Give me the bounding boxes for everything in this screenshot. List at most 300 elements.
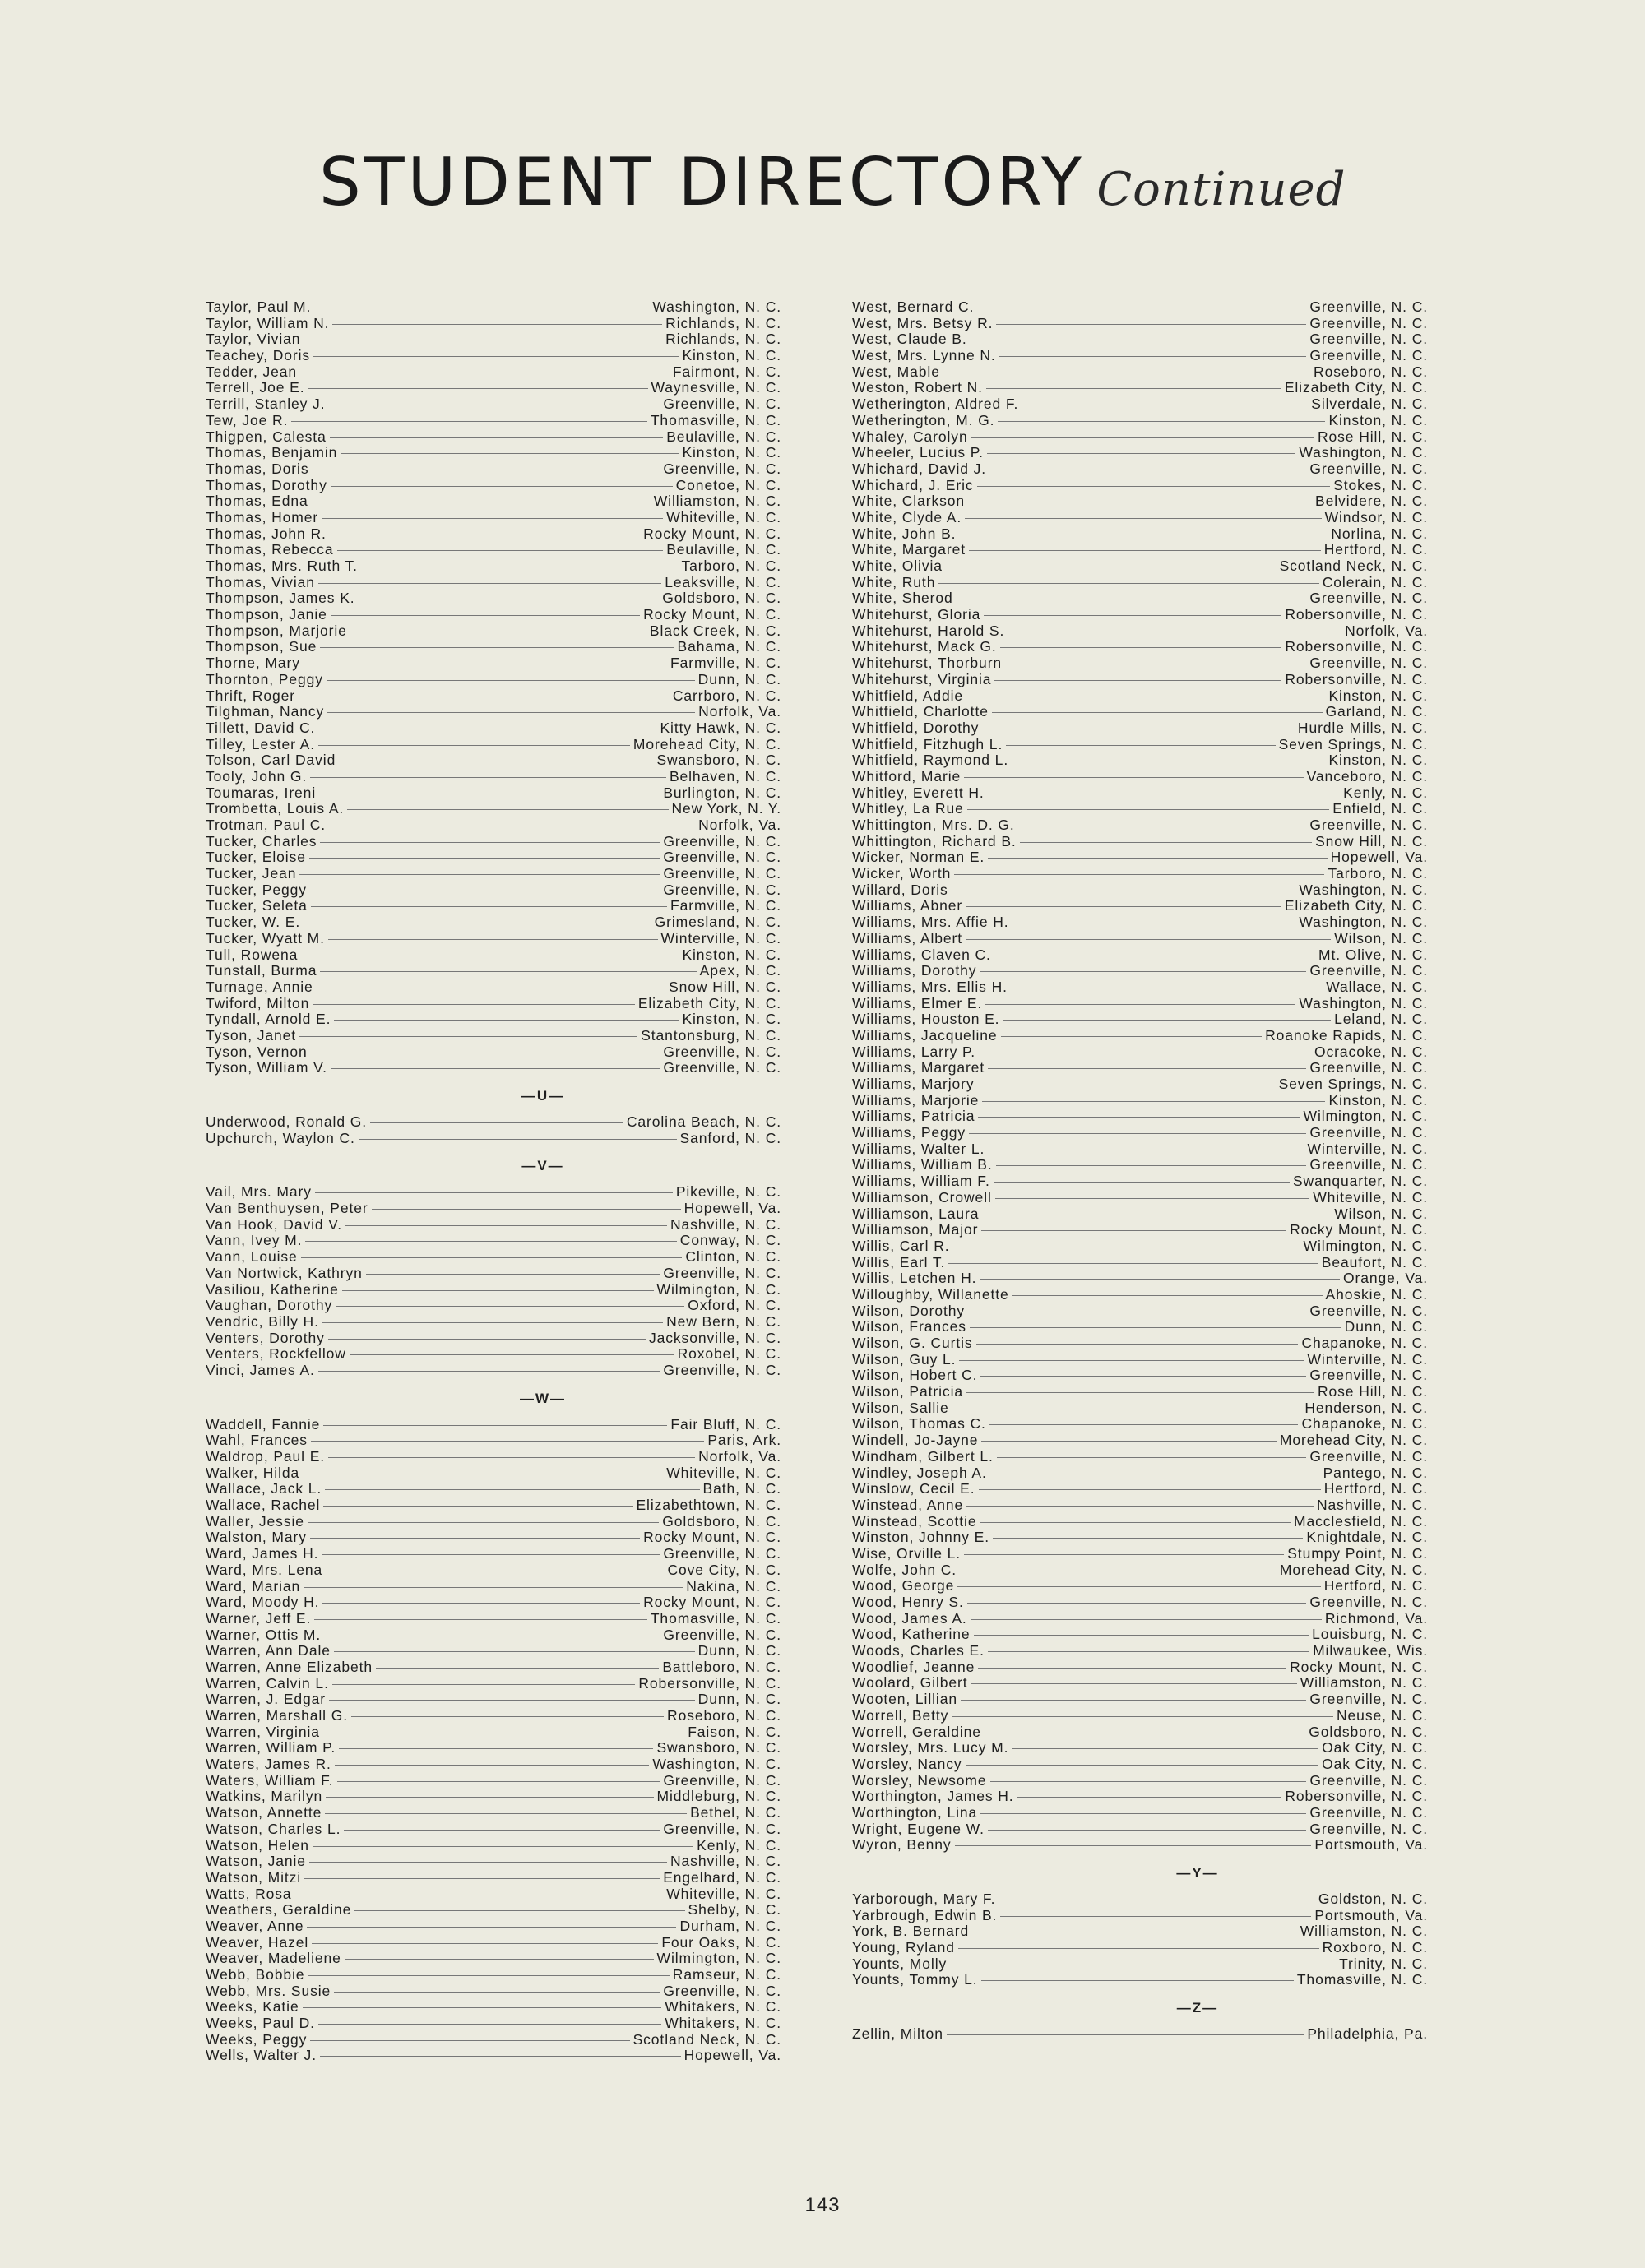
leader-line <box>308 1522 659 1523</box>
student-name: Williams, Albert <box>852 929 963 947</box>
hometown: Kinston, N. C. <box>1328 411 1428 428</box>
student-name: Warner, Jeff E. <box>206 1609 312 1627</box>
leader-line <box>334 1651 695 1652</box>
student-name: Williams, Marjory <box>852 1076 975 1092</box>
leader-line <box>947 2034 1304 2035</box>
directory-entry <box>852 542 1428 558</box>
student-name: Whichard, J. Eric <box>852 476 974 493</box>
directory-entry <box>206 1465 781 1482</box>
student-name: Wetherington, Aldred F. <box>852 396 1019 413</box>
student-name: Thomas, Vivian <box>206 573 315 590</box>
directory-entry <box>206 1201 781 1217</box>
section-v <box>206 1184 781 1378</box>
directory-entry <box>206 1044 781 1061</box>
student-name: Yarbrough, Edwin B. <box>852 1906 998 1923</box>
hometown: Engelhard, N. C. <box>663 1868 781 1886</box>
hometown: Swansboro, N. C. <box>656 1739 781 1757</box>
leader-line <box>1020 842 1312 843</box>
section-z <box>852 2026 1428 2043</box>
hometown: Whiteville, N. C. <box>666 1464 781 1481</box>
hometown: Dunn, N. C. <box>697 670 781 687</box>
student-name: Williams, Elmer E. <box>852 994 983 1011</box>
leader-line <box>329 1700 695 1701</box>
hometown: Washington, N. C. <box>652 1756 781 1773</box>
student-name: Wood, George <box>852 1577 955 1595</box>
leader-line <box>309 1862 667 1863</box>
directory-entry <box>852 1335 1428 1352</box>
directory-entry <box>852 672 1428 688</box>
leader-line <box>988 1068 1306 1069</box>
student-name: Woolard, Gilbert <box>852 1674 968 1692</box>
hometown: Belhaven, N. C. <box>669 767 781 785</box>
hometown: Burlington, N. C. <box>663 784 781 801</box>
student-name: Underwood, Ronald G. <box>206 1113 368 1130</box>
leader-line <box>964 1554 1284 1555</box>
directory-entry <box>206 1708 781 1724</box>
directory-entry <box>852 299 1428 316</box>
leader-line <box>341 453 679 454</box>
student-name: Teachey, Doris <box>206 347 311 364</box>
student-name: Thornton, Peggy <box>206 670 323 687</box>
student-name: Thomas, Mrs. Ruth T. <box>206 558 358 574</box>
directory-entry <box>852 1141 1428 1158</box>
directory-entry <box>852 380 1428 396</box>
hometown: Hertford, N. C. <box>1323 1480 1428 1497</box>
hometown: Greenville, N. C. <box>1309 817 1428 833</box>
hometown: Dunn, N. C. <box>697 1642 781 1659</box>
directory-entry <box>206 1562 781 1579</box>
student-name: Tyson, Vernon <box>206 1043 308 1060</box>
student-name: Tucker, Wyatt M. <box>206 929 325 947</box>
directory-entry <box>206 1497 781 1514</box>
hometown: Richlands, N. C. <box>665 314 781 331</box>
hometown: Robersonville, N. C. <box>1285 606 1428 623</box>
student-name: Taylor, William N. <box>206 314 330 331</box>
hometown: Stokes, N. C. <box>1333 476 1428 493</box>
leader-line <box>366 1274 660 1275</box>
directory-entry <box>852 1190 1428 1206</box>
student-name: Walston, Mary <box>206 1529 307 1546</box>
leader-line <box>992 712 1323 713</box>
directory-entry <box>852 1060 1428 1076</box>
hometown: Winterville, N. C. <box>1307 1140 1428 1157</box>
leader-line <box>350 1354 674 1355</box>
student-name: Weeks, Paul D. <box>206 2015 315 2032</box>
leader-line <box>993 1538 1303 1539</box>
directory-entry <box>852 1675 1428 1692</box>
hometown: Rose Hill, N. C. <box>1317 1383 1428 1400</box>
leader-line <box>337 550 664 551</box>
directory-entry <box>852 1724 1428 1741</box>
student-name: Thomas, Doris <box>206 460 309 477</box>
student-name: Webb, Mrs. Susie <box>206 1982 331 1999</box>
leader-line <box>335 1765 650 1766</box>
leader-line <box>988 1651 1309 1652</box>
hometown: Washington, N. C. <box>652 299 781 315</box>
hometown: Nakina, N. C. <box>686 1577 781 1595</box>
hometown: Leaksville, N. C. <box>665 573 781 590</box>
leader-line <box>971 437 1314 438</box>
hometown: Orange, Va. <box>1343 1270 1428 1287</box>
hometown: Greenville, N. C. <box>1309 1302 1428 1319</box>
directory-entry <box>852 1740 1428 1757</box>
directory-entry <box>206 413 781 429</box>
student-name: Trombetta, Louis A. <box>206 800 345 817</box>
leader-line <box>999 356 1307 357</box>
directory-entry <box>206 688 781 705</box>
student-name: Thigpen, Calesta <box>206 428 327 445</box>
section-u <box>206 1114 781 1146</box>
directory-entry <box>206 510 781 526</box>
leader-line <box>312 1943 658 1944</box>
student-name: Thorne, Mary <box>206 655 300 672</box>
student-name: Wheeler, Lucius P. <box>852 444 984 461</box>
student-name: Waters, James R. <box>206 1756 331 1773</box>
leader-line <box>331 486 673 487</box>
directory-entry <box>206 1789 781 1805</box>
student-name: Thomas, Rebecca <box>206 541 334 558</box>
directory-entry <box>852 429 1428 446</box>
hometown: Roanoke Rapids, N. C. <box>1265 1026 1428 1044</box>
student-name: Yarborough, Mary F. <box>852 1891 996 1907</box>
directory-entry <box>206 607 781 623</box>
student-name: Whitehurst, Thorburn <box>852 655 1003 672</box>
hometown: Rocky Mount, N. C. <box>643 1529 781 1546</box>
student-name: Wood, James A. <box>852 1609 967 1627</box>
directory-entry <box>206 2032 781 2048</box>
hometown: Greenville, N. C. <box>1309 1156 1428 1173</box>
student-name: Wicker, Norman E. <box>852 849 985 866</box>
leader-line <box>966 1765 1319 1766</box>
hometown: Greenville, N. C. <box>1309 347 1428 364</box>
hometown: Garland, N. C. <box>1325 703 1428 720</box>
directory-entry <box>206 1999 781 2016</box>
student-name: Williams, Marjorie <box>852 1091 980 1109</box>
hometown: Snow Hill, N. C. <box>1315 832 1428 849</box>
leader-line <box>372 1209 681 1210</box>
hometown: Kitty Hawk, N. C. <box>660 719 781 736</box>
hometown: Pantego, N. C. <box>1323 1464 1428 1481</box>
hometown: Greenville, N. C. <box>1309 1803 1428 1821</box>
student-name: Van Hook, David V. <box>206 1215 343 1233</box>
student-name: Tucker, Peggy <box>206 881 307 898</box>
leader-line <box>345 1225 667 1226</box>
student-name: Tew, Joe R. <box>206 411 289 428</box>
leader-line <box>959 1360 1304 1361</box>
leader-line <box>311 1441 704 1442</box>
hometown: Greenville, N. C. <box>663 832 781 849</box>
hometown: Philadelphia, Pa. <box>1307 2025 1428 2043</box>
directory-entry <box>206 1282 781 1298</box>
leader-line <box>955 1845 1312 1846</box>
leader-line <box>988 858 1327 859</box>
leader-line <box>985 1004 1295 1005</box>
student-name: Williams, Walter L. <box>852 1140 985 1157</box>
student-name: Whitehurst, Gloria <box>852 606 981 623</box>
leader-line <box>318 583 661 584</box>
hometown: Greenville, N. C. <box>663 1820 781 1837</box>
hometown: Seven Springs, N. C. <box>1278 735 1428 752</box>
leader-line <box>376 1668 659 1669</box>
student-name: Waddell, Fannie <box>206 1415 321 1433</box>
directory-entry <box>852 866 1428 882</box>
leader-line <box>988 1830 1306 1831</box>
leader-line <box>965 518 1321 519</box>
hometown: Elizabeth City, N. C. <box>637 994 781 1011</box>
hometown: Greenville, N. C. <box>663 1059 781 1076</box>
student-name: Whitfield, Addie <box>852 687 964 704</box>
hometown: Roxobel, N. C. <box>677 1345 781 1363</box>
hometown: Washington, N. C. <box>1299 444 1428 461</box>
leader-line <box>308 1975 669 1976</box>
hometown: Greenville, N. C. <box>1309 460 1428 477</box>
hometown: Shelby, N. C. <box>688 1901 781 1919</box>
leader-line <box>994 680 1281 681</box>
hometown: Kinston, N. C. <box>1328 687 1428 704</box>
leader-line <box>966 939 1331 940</box>
hometown: Farmville, N. C. <box>670 655 781 672</box>
hometown: Greenville, N. C. <box>663 865 781 882</box>
directory-entry <box>206 1805 781 1821</box>
student-name: Wilson, Guy L. <box>852 1350 957 1368</box>
student-name: Worsley, Mrs. Lucy M. <box>852 1739 1009 1757</box>
hometown: Mt. Olive, N. C. <box>1318 946 1428 963</box>
directory-column-left <box>206 299 781 2064</box>
student-name: Zellin, Milton <box>852 2025 943 2043</box>
student-name: Wood, Katherine <box>852 1626 971 1643</box>
directory-entry <box>206 1967 781 1983</box>
student-name: Watson, Annette <box>206 1804 322 1821</box>
leader-line <box>323 1425 667 1426</box>
directory-entry <box>206 1417 781 1433</box>
directory-entry <box>852 1433 1428 1449</box>
student-name: Weathers, Geraldine <box>206 1901 352 1919</box>
directory-entry <box>206 834 781 850</box>
leader-line <box>994 1182 1290 1183</box>
directory-entry <box>206 882 781 899</box>
leader-line <box>957 1586 1320 1587</box>
directory-entry <box>206 1363 781 1379</box>
directory-entry <box>206 493 781 510</box>
directory-entry <box>206 429 781 446</box>
letter-heading-z: —Z— <box>1176 2000 1219 2016</box>
student-name: Taylor, Vivian <box>206 331 301 348</box>
hometown: Rose Hill, N. C. <box>1317 428 1428 445</box>
directory-entry <box>852 1940 1428 1956</box>
directory-entry <box>852 1627 1428 1643</box>
leader-line <box>291 421 646 422</box>
directory-entry <box>852 688 1428 705</box>
hometown: Jacksonville, N. C. <box>648 1329 781 1346</box>
hometown: Kenly, N. C. <box>1343 784 1428 801</box>
leader-line <box>331 1068 660 1069</box>
hometown: Chapanoke, N. C. <box>1301 1335 1428 1351</box>
directory-column-right <box>852 299 1428 2043</box>
leader-line <box>966 1392 1314 1393</box>
leader-line <box>344 1830 660 1831</box>
hometown: Middleburg, N. C. <box>656 1788 781 1805</box>
student-name: Winston, Johnny E. <box>852 1529 989 1546</box>
student-name: Terrill, Stanley J. <box>206 396 326 413</box>
hometown: Robersonville, N. C. <box>638 1674 781 1692</box>
hometown: Thomasville, N. C. <box>650 411 781 428</box>
leader-line <box>971 1683 1297 1684</box>
leader-line <box>948 1263 1318 1264</box>
leader-line <box>332 324 662 325</box>
student-name: Williams, William B. <box>852 1156 993 1173</box>
directory-entry <box>852 1416 1428 1433</box>
directory-entry <box>852 1093 1428 1109</box>
hometown: Farmville, N. C. <box>670 897 781 914</box>
hometown: Greenville, N. C. <box>1309 1447 1428 1465</box>
leader-line <box>309 858 660 859</box>
leader-line <box>1003 1020 1331 1021</box>
directory-entry <box>206 2016 781 2032</box>
section-y <box>852 1891 1428 1988</box>
directory-entry <box>206 1314 781 1331</box>
directory-entry <box>206 445 781 461</box>
hometown: Oak City, N. C. <box>1322 1755 1428 1772</box>
student-name: Williamson, Crowell <box>852 1188 992 1206</box>
student-name: Whittington, Richard B. <box>852 832 1017 849</box>
letter-heading-y: —Y— <box>1176 1865 1219 1881</box>
hometown: Wilmington, N. C. <box>1303 1237 1428 1254</box>
hometown: Tarboro, N. C. <box>1328 865 1428 882</box>
hometown: Black Creek, N. C. <box>649 622 781 639</box>
hometown: Dunn, N. C. <box>697 1691 781 1708</box>
directory-entry <box>206 1579 781 1595</box>
hometown: Morehead City, N. C. <box>1279 1561 1428 1578</box>
directory-entry <box>852 478 1428 494</box>
leader-line <box>990 1781 1307 1782</box>
student-name: Wilson, Patricia <box>852 1383 963 1400</box>
hometown: Stumpy Point, N. C. <box>1287 1544 1428 1562</box>
hometown: Four Oaks, N. C. <box>661 1933 781 1951</box>
student-name: Wilson, Sallie <box>852 1399 949 1416</box>
student-name: Twiford, Milton <box>206 994 310 1011</box>
student-name: Willis, Carl R. <box>852 1237 950 1254</box>
student-name: Wright, Eugene W. <box>852 1820 985 1837</box>
hometown: Goldsboro, N. C. <box>662 590 781 607</box>
hometown: Bahama, N. C. <box>677 638 781 655</box>
leader-line <box>969 550 1321 551</box>
hometown: Wilmington, N. C. <box>1303 1108 1428 1125</box>
leader-line <box>952 1716 1333 1717</box>
leader-line <box>987 453 1295 454</box>
student-name: Woodlief, Jeanne <box>852 1658 975 1675</box>
directory-entry <box>852 785 1428 802</box>
directory-entry <box>206 1114 781 1131</box>
leader-line <box>311 906 667 907</box>
directory-entry <box>206 348 781 364</box>
student-name: Wetherington, M. G. <box>852 411 995 428</box>
directory-entry <box>206 1611 781 1627</box>
directory-entry <box>206 1757 781 1773</box>
leader-line <box>1006 745 1275 746</box>
student-name: Watson, Helen <box>206 1836 309 1854</box>
leader-line <box>981 1441 1276 1442</box>
student-name: Williams, Abner <box>852 897 963 914</box>
directory-entry <box>206 720 781 737</box>
student-name: Taylor, Paul M. <box>206 299 312 315</box>
directory-entry <box>852 493 1428 510</box>
student-name: Worsley, Nancy <box>852 1755 962 1772</box>
directory-entry <box>206 1627 781 1644</box>
directory-entry <box>852 1255 1428 1271</box>
hometown: Greenville, N. C. <box>663 396 781 413</box>
directory-entry <box>852 1222 1428 1238</box>
directory-entry <box>852 1271 1428 1287</box>
student-name: Wallace, Rachel <box>206 1497 321 1514</box>
leader-line <box>326 1797 653 1798</box>
hometown: Williamston, N. C. <box>1300 1674 1428 1692</box>
student-name: Tyson, Janet <box>206 1026 297 1044</box>
student-name: Tucker, Seleta <box>206 897 308 914</box>
student-name: Whitehurst, Harold S. <box>852 622 1005 639</box>
hometown: Cove City, N. C. <box>667 1561 781 1578</box>
directory-entry <box>852 1757 1428 1773</box>
hometown: Nashville, N. C. <box>670 1853 781 1870</box>
directory-entry <box>852 1562 1428 1579</box>
student-name: Wood, Henry S. <box>852 1594 964 1610</box>
hometown: New York, N. Y. <box>671 800 781 817</box>
student-name: Wilson, Dorothy <box>852 1302 966 1319</box>
hometown: Greenville, N. C. <box>1309 1124 1428 1141</box>
section-w-continued <box>852 299 1428 1854</box>
directory-entry <box>852 1076 1428 1093</box>
student-name: Vendric, Billy H. <box>206 1312 319 1330</box>
hometown: Faison, N. C. <box>688 1723 781 1740</box>
section-w <box>206 1417 781 2065</box>
student-name: Worthington, James H. <box>852 1788 1014 1805</box>
hometown: Enfield, N. C. <box>1332 800 1428 817</box>
leader-line <box>981 1980 1294 1981</box>
student-name: Wells, Walter J. <box>206 2047 317 2064</box>
student-name: Tedder, Jean <box>206 363 298 380</box>
directory-entry <box>852 979 1428 996</box>
hometown: Kinston, N. C. <box>682 946 781 963</box>
hometown: Ahoskie, N. C. <box>1325 1285 1428 1303</box>
hometown: Henderson, N. C. <box>1304 1399 1428 1416</box>
directory-entry <box>206 1773 781 1789</box>
student-name: Webb, Bobbie <box>206 1966 305 1983</box>
hometown: Greenville, N. C. <box>1309 962 1428 979</box>
hometown: Whiteville, N. C. <box>1313 1188 1428 1206</box>
leader-line <box>318 2024 661 2025</box>
student-name: Williams, Jacqueline <box>852 1026 998 1044</box>
leader-line <box>313 356 679 357</box>
directory-entry <box>852 1908 1428 1924</box>
hometown: Roseboro, N. C. <box>667 1707 781 1724</box>
student-name: Waller, Jessie <box>206 1512 304 1530</box>
student-name: Wolfe, John C. <box>852 1561 957 1578</box>
student-name: Tilghman, Nancy <box>206 703 325 720</box>
student-name: White, Margaret <box>852 541 966 558</box>
hometown: Greenville, N. C. <box>1309 1691 1428 1708</box>
student-name: White, Clyde A. <box>852 508 962 525</box>
hometown: Beulaville, N. C. <box>666 541 781 558</box>
leader-line <box>339 1748 653 1749</box>
hometown: Greenville, N. C. <box>1309 331 1428 348</box>
hometown: New Bern, N. C. <box>666 1312 781 1330</box>
directory-entry <box>852 996 1428 1012</box>
hometown: Louisburg, N. C. <box>1312 1626 1428 1643</box>
student-name: Windell, Jo-Jayne <box>852 1432 979 1449</box>
student-name: Weeks, Katie <box>206 1998 299 2016</box>
hometown: Washington, N. C. <box>1299 914 1428 931</box>
directory-entry <box>852 607 1428 623</box>
student-name: Whitehurst, Virginia <box>852 670 992 687</box>
